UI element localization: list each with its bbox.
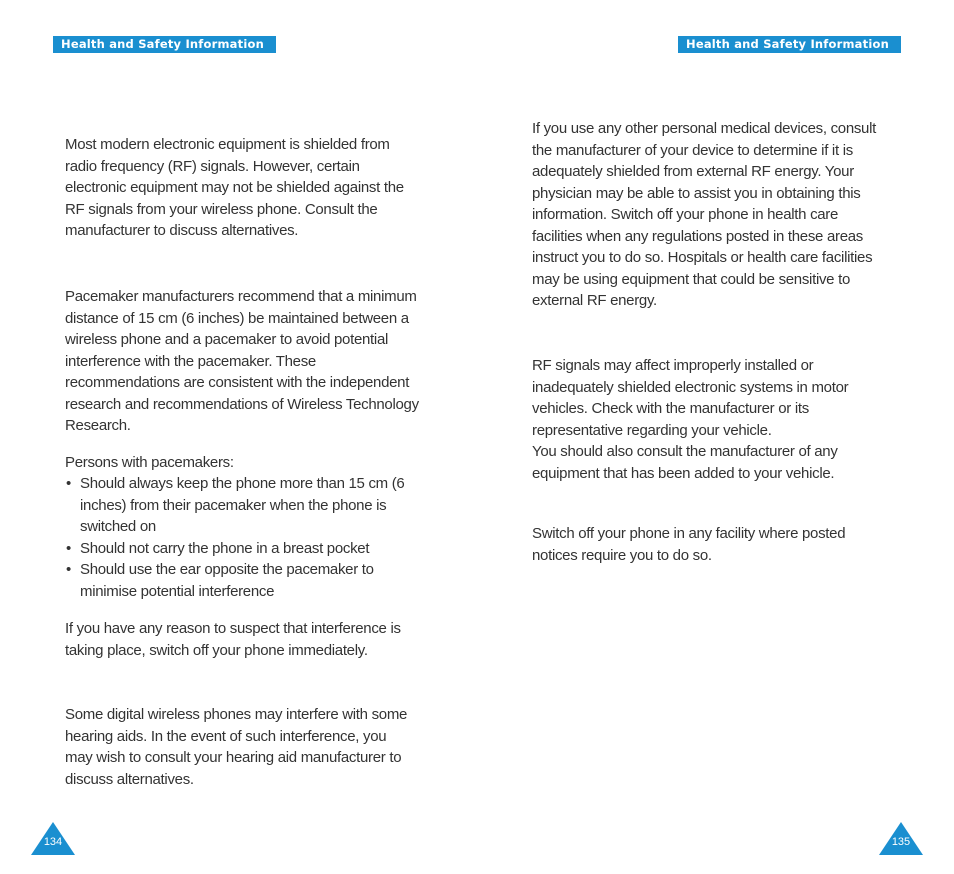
section-header-right: Health and Safety Information bbox=[678, 36, 901, 53]
bullet-icon: • bbox=[66, 561, 71, 578]
right-paragraph-vehicles: RF signals may affect improperly installed or inadequately shielded electronic systems in motor vehicles. Check with the manufacturer or its representative regarding your vehicle. You should also consult the manufacturer of any equipment that has been added to your vehicle. bbox=[532, 357, 849, 482]
left-paragraph-hearing-aids: Some digital wireless phones may interfere with some hearing aids. In the event of such interference, you may wish to consult your hearing aid manufacturer to discuss alternatives. bbox=[65, 706, 408, 788]
right-paragraph-posted-facilities: Switch off your phone in any facility where posted notices require you to do so. bbox=[532, 525, 846, 564]
left-paragraph-persons-with-pacemakers: Persons with pacemakers: bbox=[65, 454, 234, 471]
page-number-right: 135 bbox=[891, 836, 911, 848]
pacemaker-bullet-list bbox=[65, 473, 430, 602]
left-paragraph-interference: If you have any reason to suspect that interference is taking place, switch off your phone immediately. bbox=[65, 620, 401, 659]
left-paragraph-pacemakers: Pacemaker manufacturers recommend that a minimum distance of 15 cm (6 inches) be maintained between a wireless phone and a pacemaker to avoid potential interference with the pacemaker. These recommendations are consistent with the independent research and recommendations of Wireless Technology Research. bbox=[65, 288, 419, 434]
page-number-left: 134 bbox=[43, 836, 63, 848]
list-item: • Should not carry the phone in a breast pocket bbox=[65, 538, 430, 560]
bullet-icon: • bbox=[66, 475, 71, 492]
list-item: • Should always keep the phone more than 15 cm (6 inches) from their pacemaker when the phone is switched on bbox=[66, 475, 405, 535]
bullet-icon: • bbox=[66, 539, 71, 557]
left-paragraph-shielding: Most modern electronic equipment is shielded from radio frequency (RF) signals. However, certain electronic equipment may not be shielded against the RF signals from your wireless phone. Consult the manufacturer to discuss alternatives. bbox=[65, 136, 404, 239]
section-header-left: Health and Safety Information bbox=[53, 36, 276, 53]
right-paragraph-medical-devices: If you use any other personal medical devices, consult the manufacturer of your device to determine if it is adequately shielded from external RF energy. Your physician may be able to assist you in obtaining this information. Switch off your phone in health care facilities when any regulations posted in these areas instruct you to do so. Hospitals or health care facilities may be using equipment that could be sensitive to external RF energy. bbox=[532, 120, 876, 309]
list-item: • Should use the ear opposite the pacemaker to minimise potential interference bbox=[66, 561, 374, 600]
